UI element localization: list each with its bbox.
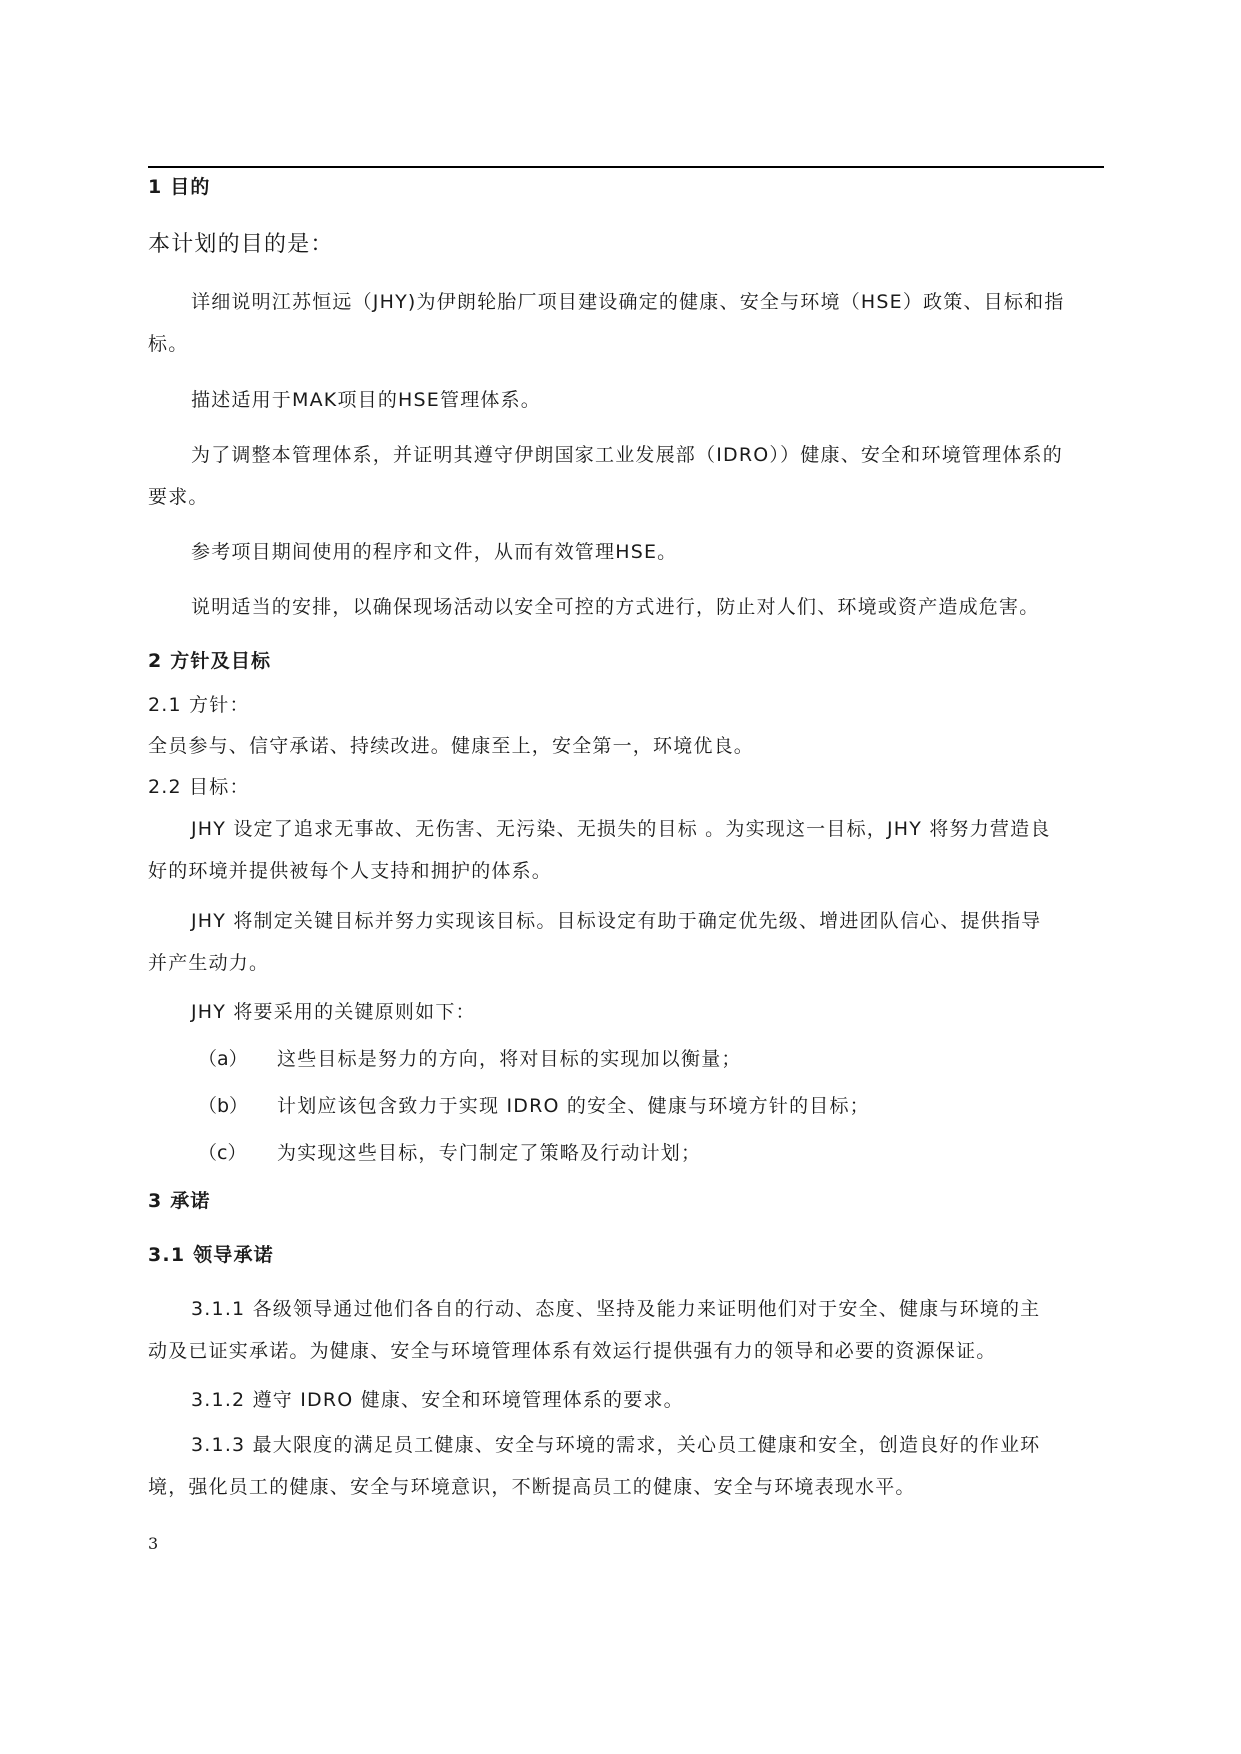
commitment-3-line-1: 3.1.3 最大限度的满足员工健康、安全与环境的需求，关心员工健康和安全，创造良好的作业环 — [191, 1434, 1041, 1456]
header-rule — [148, 166, 1104, 168]
section-2-heading: 2 方针及目标 — [148, 650, 272, 672]
commitment-3-line-2: 境，强化员工的健康、安全与环境意识，不断提高员工的健康、安全与环境表现水平。 — [148, 1476, 916, 1498]
section-3-heading: 3 承诺 — [148, 1190, 211, 1212]
purpose-2: 描述适用于MAK项目的HSE管理体系。 — [191, 389, 542, 411]
list-item-c-label: （c） — [198, 1142, 247, 1164]
list-item-c-text: 为实现这些目标，专门制定了策略及行动计划； — [277, 1142, 702, 1164]
purpose-5: 说明适当的安排，以确保现场活动以安全可控的方式进行，防止对人们、环境或资产造成危害。 — [191, 596, 1040, 618]
goal-3: JHY 将要采用的关键原则如下： — [191, 1001, 476, 1023]
commitment-1-line-2: 动及已证实承诺。为健康、安全与环境管理体系有效运行提供强有力的领导和必要的资源保证。 — [148, 1340, 997, 1362]
list-item-a-text: 这些目标是努力的方向，将对目标的实现加以衡量； — [277, 1048, 742, 1070]
subsection-2-1: 2.1 方针： — [148, 694, 250, 716]
purpose-3-line-1: 为了调整本管理体系，并证明其遵守伊朗国家工业发展部（IDRO））健康、安全和环境管理体系的 — [191, 444, 1063, 466]
goal-1-line-2: 好的环境并提供被每个人支持和拥护的体系。 — [148, 860, 553, 882]
list-item-b-text: 计划应该包含致力于实现 IDRO 的安全、健康与环境方针的目标； — [277, 1095, 870, 1117]
goal-1-line-1: JHY 设定了追求无事故、无伤害、无污染、无损失的目标 。为实现这一目标，JHY 将努力营造良 — [191, 818, 1051, 840]
section-1-intro: 本计划的目的是： — [148, 232, 334, 257]
list-item-b-label: （b） — [198, 1095, 249, 1117]
subsection-2-2: 2.2 目标： — [148, 776, 250, 798]
commitment-2: 3.1.2 遵守 IDRO 健康、安全和环境管理体系的要求。 — [191, 1389, 684, 1411]
goal-2-line-2: 并产生动力。 — [148, 952, 270, 974]
policy-text: 全员参与、信守承诺、持续改进。健康至上，安全第一，环境优良。 — [148, 735, 755, 757]
goal-2-line-1: JHY 将制定关键目标并努力实现该目标。目标设定有助于确定优先级、增进团队信心、提供指导 — [191, 910, 1042, 932]
subsection-3-1: 3.1 领导承诺 — [148, 1244, 274, 1266]
commitment-1-line-1: 3.1.1 各级领导通过他们各自的行动、态度、坚持及能力来证明他们对于安全、健康与环境的主 — [191, 1298, 1041, 1320]
purpose-1-line-1: 详细说明江苏恒远（JHY)为伊朗轮胎厂项目建设确定的健康、安全与环境（HSE）政策、目标和指 — [191, 291, 1065, 313]
purpose-1-line-2: 标。 — [148, 333, 189, 355]
page-number: 3 — [148, 1534, 159, 1553]
section-1-heading: 1 目的 — [148, 176, 211, 198]
purpose-3-line-2: 要求。 — [148, 486, 209, 508]
list-item-a-label: （a） — [198, 1048, 248, 1070]
purpose-4: 参考项目期间使用的程序和文件，从而有效管理HSE。 — [191, 541, 678, 563]
